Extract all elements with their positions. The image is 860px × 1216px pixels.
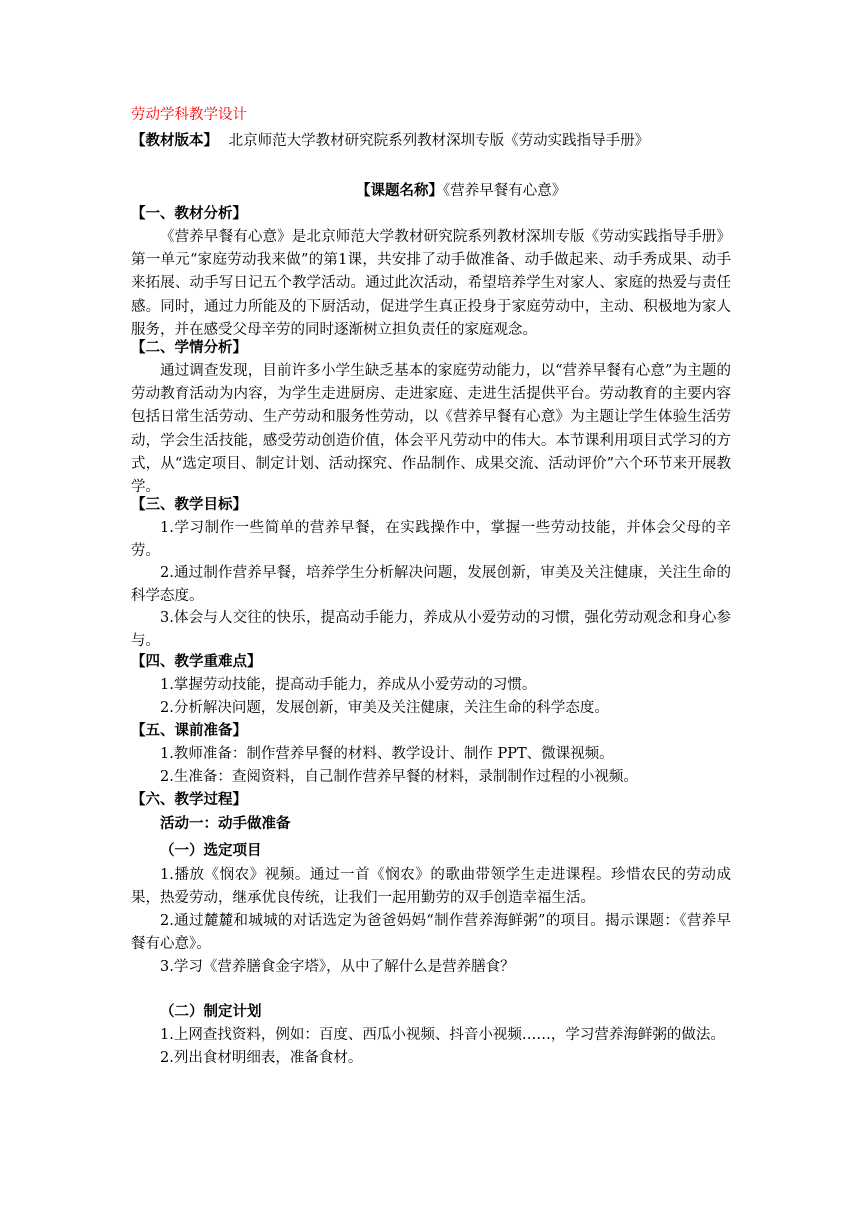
activity-title: 活动一：动手做准备 <box>160 815 291 832</box>
prep-item: 2.生准备：查阅资料，自己制作营养早餐的材料，录制制作过程的小视频。 <box>160 769 638 785</box>
section-title-keypoints: 【四、教学重难点】 <box>131 653 262 670</box>
keypoint-item: 2.分析解决问题，发展创新，审美及关注健康，关注生命的科学态度。 <box>160 700 609 716</box>
section-body-student: 通过调查发现，目前许多小学生缺乏基本的家庭劳动能力，以“营养早餐有心意”为主题的劳动教育活动为内容，为学生走进厨房、走进家庭、走进生活提供平台。劳动教育的主要内容包括日常生活劳动、生产劳动和服务性劳动，以《营养早餐有心意》为主题让学生体验生活劳动，学会生活技能，感受劳动创造价值，体会平凡劳动中的伟大。本节课利用项目式学习的方式，从“选定项目、制定计划、活动探究、作品制作、成果交流、活动评价”六个环节来开展教学。 <box>131 363 731 496</box>
edition-line <box>131 130 649 152</box>
topic-line <box>356 180 566 202</box>
section-title-goals: 【三、教学目标】 <box>131 496 247 513</box>
document-header: 劳动学科教学设计 <box>131 107 247 123</box>
keypoint-item: 1.掌握劳动技能，提高动手能力，养成从小爱劳动的习惯。 <box>160 677 537 693</box>
process-item: 1.播放《悯农》视频。通过一首《悯农》的歌曲带领学生走进课程。珍惜农民的劳动成果，热爱劳动，继承优良传统，让我们一起用勤劳的双手创造幸福生活。 <box>131 867 731 907</box>
process-item: 3.学习《营养膳食金字塔》，从中了解什么是营养膳食？ <box>160 959 515 975</box>
section-title-analysis: 【一、教材分析】 <box>131 205 247 222</box>
goal-item: 1.学习制作一些简单的营养早餐，在实践操作中，掌握一些劳动技能，并体会父母的辛劳。 <box>131 520 731 560</box>
process-item: 2.列出食材明细表，准备食材。 <box>160 1050 363 1066</box>
topic-value: 《营养早餐有心意》 <box>443 183 567 199</box>
subsection-title-select: （一）选定项目 <box>160 842 262 859</box>
section-title-student: 【二、学情分析】 <box>131 339 247 356</box>
process-item: 1.上网查找资料，例如：百度、西瓜小视频、抖音小视频……，学习营养海鲜粥的做法。 <box>160 1027 725 1043</box>
prep-item: 1.教师准备：制作营养早餐的材料、教学设计、制作 PPT、微课视频。 <box>160 746 614 762</box>
goal-item: 3.体会与人交往的快乐，提高动手能力，养成从小爱劳动的习惯，强化劳动观念和身心参与。 <box>131 610 731 650</box>
process-item: 2.通过麓麓和城城的对话选定为爸爸妈妈“制作营养海鲜粥”的项目。揭示课题：《营养早餐有心意》。 <box>131 913 731 953</box>
edition-value: 北京师范大学教材研究院系列教材深圳专版《劳动实践指导手册》 <box>228 133 650 149</box>
goal-item: 2.通过制作营养早餐，培养学生分析解决问题，发展创新，审美及关注健康，关注生命的科学态度。 <box>131 565 731 605</box>
edition-label: 【教材版本】 <box>131 132 218 149</box>
subsection-title-plan: （二）制定计划 <box>160 1003 262 1020</box>
section-body-analysis: 《营养早餐有心意》是北京师范大学教材研究院系列教材深圳专版《劳动实践指导手册》第一单元“家庭劳动我来做”的第1课，共安排了动手做准备、动手做起来、动手秀成果、动手来拓展、动手写日记五个教学活动。通过此次活动，希望培养学生对家人、家庭的热爱与责任感。同时，通过力所能及的下厨活动，促进学生真正投身于家庭劳动中，主动、积极地为家人服务，并在感受父母辛劳的同时逐渐树立担负责任的家庭观念。 <box>131 229 731 338</box>
section-title-process: 【六、教学过程】 <box>131 791 247 808</box>
topic-label: 【课题名称】 <box>356 182 443 199</box>
section-title-prep: 【五、课前准备】 <box>131 722 247 739</box>
